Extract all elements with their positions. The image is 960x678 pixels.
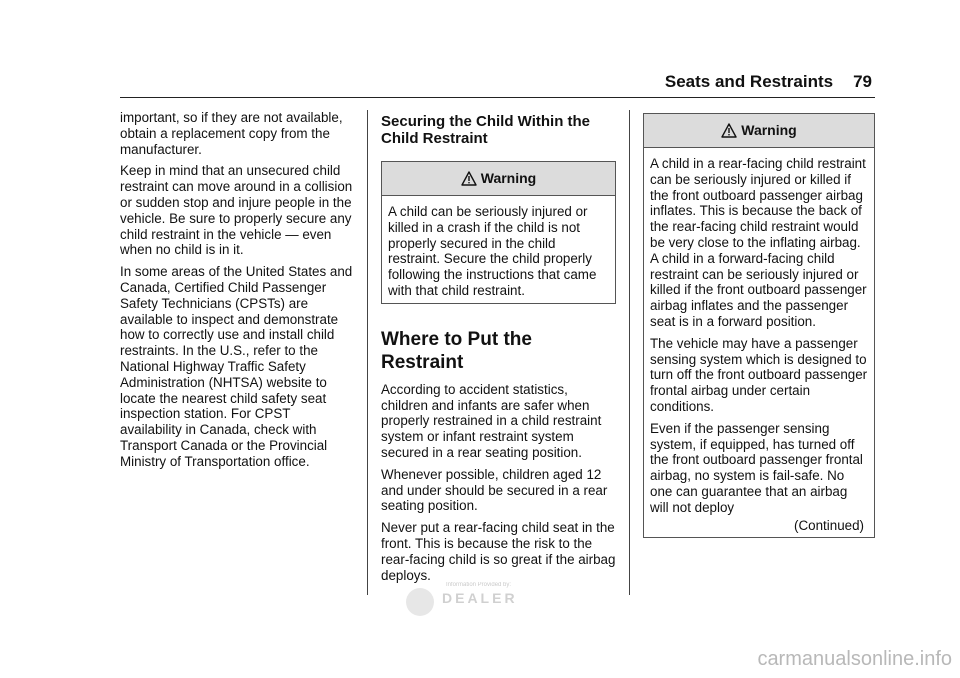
footer-watermark: carmanualsonline.info: [757, 648, 952, 670]
paragraph: Whenever possible, children aged 12 and under should be secured in a rear seating position.: [381, 466, 608, 514]
warning-triangle-icon: [721, 123, 737, 138]
paragraph: Keep in mind that an unsecured child restraint can move around in a collision or sudden stop and injure people in the vehicle. Be sure to properly secure any child restraint in the vehicle — even when no child is in it.: [120, 163, 353, 258]
paragraph: The vehicle may have a passenger sensing system which is designed to turn off the front outboard passenger frontal airbag under certain conditions.: [650, 335, 868, 414]
warning-box: [381, 161, 616, 304]
paragraph: According to accident statistics, children and infants are safer when properly restrained in a child restraint system or infant restraint system secured in a rear seating position.: [381, 381, 602, 460]
subheading: Securing the Child Within the Child Restraint: [381, 113, 591, 147]
paragraph: Never put a rear-facing child seat in the front. This is because the risk to the rear-facing child is so great if the airbag deploys.: [381, 520, 616, 583]
header-rule: [120, 97, 875, 98]
paragraph: A child in a rear-facing child restraint can be seriously injured or killed if the front outboard passenger airbag inflates. This is because the back of the rear-facing child restraint would be very close to the inflating airbag. A child in a forward-facing child restraint can be seriously injured or killed if the front outboard passenger airbag inflates and the passenger seat is in a forward position.: [650, 156, 867, 329]
paragraph: important, so if they are not available, obtain a replacement copy from the manufacturer.: [120, 110, 343, 157]
warning-body: [644, 148, 874, 537]
warning-header: [382, 162, 615, 196]
section-heading: Where to Put the Restraint: [381, 328, 532, 373]
continued-label: (Continued): [794, 517, 864, 533]
section-title: Seats and Restraints: [664, 72, 834, 91]
warning-box: [643, 113, 875, 538]
column-1: [120, 110, 355, 476]
page-header: [665, 72, 872, 92]
paragraph: In some areas of the United States and Canada, Certified Child Passenger Safety Technicians (CPSTs) are available to inspect and demonstrate how to correctly use and install child restraints. In the U.S., refer to the National Highway Traffic Safety Administration (NHTSA) website to locate the nearest child safety seat inspection station. For CPST availability in Canada, check with Transport Canada or the Provincial Ministry of Transportation office.: [120, 264, 353, 469]
watermark-caption: Information Provided by:: [446, 582, 512, 588]
warning-text: A child can be seriously injured or killed in a crash if the child is not properly secured in the child restraint. Secure the child properly following the instructions that came with that child restraint.: [388, 204, 597, 298]
warning-triangle-icon: [461, 171, 477, 186]
column-2: [381, 113, 616, 589]
warning-title: Warning: [741, 122, 797, 138]
watermark-wordmark: DEALER: [442, 590, 518, 606]
column-3: [643, 113, 875, 538]
logo-emblem-icon: [406, 588, 434, 616]
warning-header: [644, 114, 874, 148]
dealer-watermark-logo: [404, 580, 549, 620]
column-divider-2: [629, 110, 630, 595]
warning-title: Warning: [480, 170, 537, 186]
page-number: 79: [853, 72, 872, 91]
paragraph: Even if the passenger sensing system, if equipped, has turned off the front outboard passenger frontal airbag, no system is fail-safe. No one can guarantee that an airbag will not deploy: [650, 420, 863, 515]
column-divider-1: [367, 110, 368, 595]
